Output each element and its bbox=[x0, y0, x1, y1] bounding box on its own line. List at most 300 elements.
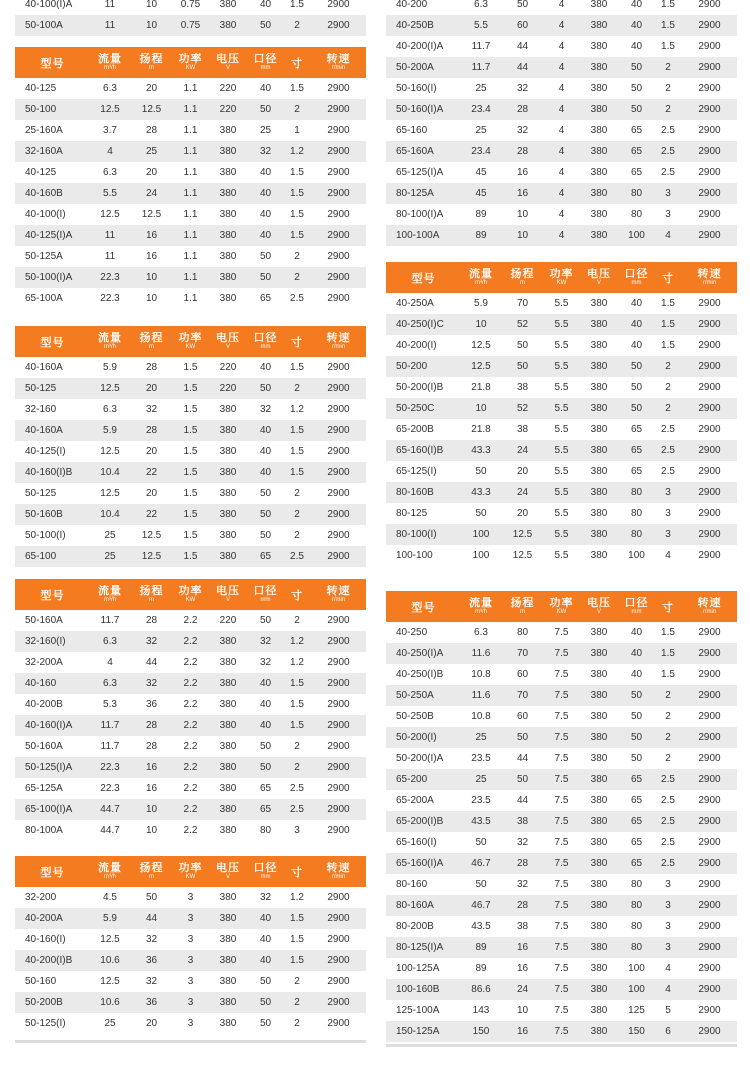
table-row bbox=[386, 895, 737, 916]
inch-header-label: 寸 bbox=[662, 272, 674, 285]
head-cell: 70 bbox=[516, 648, 529, 659]
speed-cell: 2900 bbox=[698, 167, 721, 178]
caliber-header-label: 口径 bbox=[253, 862, 278, 874]
model-cell: 80-125A bbox=[396, 188, 434, 199]
inch-cell: 1.2 bbox=[290, 404, 304, 415]
power-cell: 1.5 bbox=[183, 467, 198, 478]
table-row bbox=[386, 99, 737, 120]
head-header-label: 扬程 bbox=[510, 268, 535, 280]
table-row bbox=[15, 673, 366, 694]
model-header bbox=[386, 270, 461, 286]
caliber-cell: 50 bbox=[259, 104, 272, 115]
inch-cell: 2.5 bbox=[661, 816, 675, 827]
speed-cell: 2900 bbox=[327, 699, 350, 710]
caliber-cell: 100 bbox=[628, 963, 645, 974]
inch-cell: 1.5 bbox=[290, 188, 304, 199]
voltage-cell: 380 bbox=[590, 529, 608, 540]
power-header-label: 功率 bbox=[178, 53, 203, 65]
inch-cell: 3 bbox=[294, 825, 300, 836]
speed-cell: 2900 bbox=[327, 615, 350, 626]
power-cell: 7.5 bbox=[554, 753, 569, 764]
head-header-label: 扬程 bbox=[510, 597, 535, 609]
inch-cell: 2 bbox=[665, 711, 671, 722]
model-cell: 40-160B bbox=[25, 188, 63, 199]
model-cell: 50-100(I) bbox=[25, 530, 66, 541]
power-cell: 5.5 bbox=[554, 445, 569, 456]
inch-cell: 3 bbox=[665, 942, 671, 953]
speed-cell: 2900 bbox=[327, 125, 350, 136]
inch-cell: 3 bbox=[665, 879, 671, 890]
flow-cell: 45 bbox=[475, 188, 487, 199]
head-cell: 28 bbox=[516, 146, 529, 157]
voltage-cell: 380 bbox=[590, 921, 608, 932]
inch-cell: 1.5 bbox=[290, 0, 304, 10]
speed-cell: 2900 bbox=[698, 669, 721, 680]
head-cell: 50 bbox=[145, 892, 158, 903]
caliber-cell: 50 bbox=[259, 741, 272, 752]
caliber-cell: 40 bbox=[259, 209, 272, 220]
model-cell: 50-250B bbox=[396, 711, 434, 722]
power-header bbox=[173, 862, 208, 881]
power-cell: 1.1 bbox=[183, 230, 198, 241]
model-cell: 65-100 bbox=[25, 551, 57, 562]
power-cell: 7.5 bbox=[554, 795, 569, 806]
flow-cell: 10 bbox=[475, 319, 487, 330]
voltage-cell: 380 bbox=[590, 963, 608, 974]
caliber-cell: 50 bbox=[259, 509, 272, 520]
speed-cell: 2900 bbox=[698, 466, 721, 477]
power-cell: 1.1 bbox=[183, 104, 198, 115]
head-header-label: 扬程 bbox=[139, 862, 164, 874]
head-cell: 10 bbox=[145, 825, 158, 836]
speed-cell: 2900 bbox=[698, 230, 721, 241]
voltage-cell: 380 bbox=[590, 403, 608, 414]
flow-cell: 50 bbox=[475, 508, 487, 519]
inch-cell: 3 bbox=[665, 209, 671, 220]
speed-cell: 2900 bbox=[327, 467, 350, 478]
power-header-unit: KW bbox=[185, 344, 196, 350]
speed-header bbox=[311, 332, 366, 351]
power-header bbox=[173, 53, 208, 72]
table-row bbox=[15, 378, 366, 399]
caliber-cell: 40 bbox=[630, 298, 643, 309]
model-cell: 80-160A bbox=[396, 900, 434, 911]
flow-cell: 6.3 bbox=[103, 404, 117, 415]
inch-cell: 5 bbox=[665, 1005, 671, 1016]
power-header bbox=[544, 268, 579, 287]
model-cell: 40-250(I)C bbox=[396, 319, 444, 330]
caliber-cell: 50 bbox=[259, 383, 272, 394]
speed-cell: 2900 bbox=[327, 913, 350, 924]
speed-cell: 2900 bbox=[698, 508, 721, 519]
flow-cell: 11.7 bbox=[471, 62, 491, 73]
model-cell: 40-125(I)A bbox=[25, 230, 73, 241]
model-header-label: 型号 bbox=[40, 589, 65, 602]
head-cell: 60 bbox=[516, 20, 529, 31]
voltage-cell: 380 bbox=[590, 816, 608, 827]
table-row bbox=[15, 694, 366, 715]
table-body bbox=[386, 622, 737, 1042]
model-cell: 65-160(I)A bbox=[396, 858, 444, 869]
power-header-label: 功率 bbox=[178, 332, 203, 344]
voltage-cell: 380 bbox=[219, 955, 237, 966]
speed-cell: 2900 bbox=[327, 530, 350, 541]
caliber-cell: 40 bbox=[630, 669, 643, 680]
table-row bbox=[15, 225, 366, 246]
caliber-header-label: 口径 bbox=[624, 597, 649, 609]
model-cell: 40-250(I)B bbox=[396, 669, 444, 680]
power-cell: 2.2 bbox=[183, 615, 198, 626]
table-row bbox=[15, 357, 366, 378]
speed-cell: 2900 bbox=[698, 942, 721, 953]
caliber-header-unit: mm bbox=[260, 597, 271, 603]
voltage-cell: 380 bbox=[590, 424, 608, 435]
voltage-cell: 380 bbox=[219, 997, 237, 1008]
model-cell: 50-160(I) bbox=[396, 83, 437, 94]
inch-cell: 2.5 bbox=[661, 146, 675, 157]
speed-cell: 2900 bbox=[327, 636, 350, 647]
caliber-cell: 80 bbox=[630, 900, 643, 911]
voltage-cell: 380 bbox=[219, 678, 237, 689]
speed-cell: 2900 bbox=[327, 488, 350, 499]
head-cell: 32 bbox=[516, 125, 529, 136]
voltage-cell: 380 bbox=[590, 711, 608, 722]
inch-cell: 1.5 bbox=[661, 41, 675, 52]
inch-cell: 2 bbox=[665, 732, 671, 743]
model-cell: 40-200(I)A bbox=[396, 41, 444, 52]
flow-cell: 5.9 bbox=[474, 298, 488, 309]
inch-cell: 1.5 bbox=[290, 678, 304, 689]
table-row bbox=[386, 524, 737, 545]
speed-header-unit: r/min bbox=[702, 609, 717, 615]
speed-cell: 2900 bbox=[698, 62, 721, 73]
power-cell: 3 bbox=[187, 934, 194, 945]
flow-cell: 11 bbox=[104, 230, 116, 241]
power-cell: 7.5 bbox=[554, 816, 569, 827]
inch-cell: 2.5 bbox=[661, 125, 675, 136]
inch-cell: 1.5 bbox=[290, 425, 304, 436]
power-header-label: 功率 bbox=[549, 597, 574, 609]
inch-cell: 2 bbox=[294, 383, 300, 394]
table-row bbox=[15, 525, 366, 546]
flow-cell: 50 bbox=[475, 466, 487, 477]
flow-cell: 150 bbox=[472, 1026, 490, 1037]
inch-cell: 1.5 bbox=[661, 298, 675, 309]
power-cell: 1.5 bbox=[183, 362, 198, 373]
flow-cell: 12.5 bbox=[100, 934, 120, 945]
table-row bbox=[15, 715, 366, 736]
table-header bbox=[15, 579, 366, 610]
head-cell: 28 bbox=[516, 104, 529, 115]
caliber-cell: 65 bbox=[630, 146, 643, 157]
head-cell: 12.5 bbox=[141, 530, 162, 541]
power-cell: 1.1 bbox=[183, 146, 198, 157]
caliber-cell: 50 bbox=[630, 361, 643, 372]
head-cell: 24 bbox=[145, 188, 158, 199]
inch-cell: 1.2 bbox=[290, 657, 304, 668]
speed-cell: 2900 bbox=[698, 837, 721, 848]
voltage-cell: 380 bbox=[219, 657, 237, 668]
head-cell: 10 bbox=[145, 272, 158, 283]
inch-cell: 1.5 bbox=[661, 669, 675, 680]
table-row bbox=[15, 971, 366, 992]
flow-cell: 12.5 bbox=[100, 976, 120, 987]
spec-table-7-5kw bbox=[386, 591, 737, 1042]
inch-cell: 2 bbox=[665, 62, 671, 73]
head-cell: 12.5 bbox=[141, 104, 162, 115]
spec-table-1-1kw bbox=[15, 47, 366, 309]
caliber-cell: 40 bbox=[259, 425, 272, 436]
bottom-divider bbox=[386, 1044, 737, 1047]
voltage-cell: 380 bbox=[219, 125, 237, 136]
caliber-cell: 40 bbox=[630, 627, 643, 638]
flow-cell: 23.5 bbox=[471, 795, 491, 806]
flow-cell: 46.7 bbox=[471, 858, 491, 869]
table-row bbox=[15, 162, 366, 183]
table-row bbox=[15, 610, 366, 631]
model-cell: 40-160A bbox=[25, 425, 63, 436]
voltage-cell: 380 bbox=[219, 446, 237, 457]
flow-cell: 11 bbox=[104, 0, 116, 10]
power-cell: 4 bbox=[558, 188, 565, 199]
speed-header bbox=[682, 597, 737, 616]
head-cell: 32 bbox=[145, 934, 158, 945]
table-row bbox=[15, 399, 366, 420]
head-cell: 16 bbox=[145, 762, 158, 773]
caliber-header-label: 口径 bbox=[624, 268, 649, 280]
model-cell: 65-160(I) bbox=[396, 837, 437, 848]
speed-cell: 2900 bbox=[698, 529, 721, 540]
speed-cell: 2900 bbox=[327, 146, 350, 157]
flow-cell: 23.4 bbox=[471, 104, 491, 115]
voltage-cell: 380 bbox=[219, 488, 237, 499]
table-row bbox=[386, 958, 737, 979]
head-cell: 60 bbox=[516, 711, 529, 722]
flow-cell: 45 bbox=[475, 167, 487, 178]
flow-cell: 25 bbox=[104, 530, 116, 541]
flow-cell: 12.5 bbox=[100, 446, 120, 457]
power-cell: 1.1 bbox=[183, 293, 198, 304]
voltage-cell: 380 bbox=[590, 858, 608, 869]
model-cell: 50-200(I)B bbox=[396, 382, 444, 393]
inch-cell: 1.5 bbox=[290, 83, 304, 94]
head-cell: 50 bbox=[516, 774, 529, 785]
speed-cell: 2900 bbox=[698, 20, 721, 31]
model-cell: 65-125A bbox=[25, 783, 63, 794]
caliber-cell: 65 bbox=[630, 837, 643, 848]
caliber-cell: 40 bbox=[630, 41, 643, 52]
speed-header bbox=[682, 268, 737, 287]
model-cell: 80-160 bbox=[396, 879, 428, 890]
voltage-cell: 380 bbox=[590, 298, 608, 309]
model-cell: 50-250A bbox=[396, 690, 434, 701]
head-cell: 12.5 bbox=[512, 550, 533, 561]
inch-cell: 4 bbox=[665, 963, 671, 974]
inch-cell: 2 bbox=[665, 753, 671, 764]
caliber-cell: 50 bbox=[259, 997, 272, 1008]
head-header-unit: m bbox=[149, 344, 154, 350]
caliber-cell: 40 bbox=[259, 913, 272, 924]
head-cell: 32 bbox=[145, 404, 158, 415]
head-cell: 44 bbox=[516, 753, 529, 764]
power-cell: 4 bbox=[558, 104, 565, 115]
inch-cell: 2 bbox=[665, 690, 671, 701]
caliber-cell: 100 bbox=[628, 230, 645, 241]
model-cell: 40-200B bbox=[25, 699, 63, 710]
model-cell: 50-200A bbox=[396, 62, 434, 73]
power-cell: 3 bbox=[187, 913, 194, 924]
power-cell: 4 bbox=[558, 41, 565, 52]
model-cell: 50-160B bbox=[25, 509, 63, 520]
flow-cell: 10.8 bbox=[471, 669, 491, 680]
voltage-cell: 380 bbox=[590, 0, 608, 10]
voltage-cell: 380 bbox=[590, 837, 608, 848]
power-cell: 5.5 bbox=[554, 550, 569, 561]
power-cell: 2.2 bbox=[183, 804, 198, 815]
table-row bbox=[15, 887, 366, 908]
voltage-cell: 380 bbox=[219, 913, 237, 924]
head-cell: 36 bbox=[145, 997, 158, 1008]
inch-cell: 1.2 bbox=[290, 636, 304, 647]
caliber-cell: 40 bbox=[630, 340, 643, 351]
caliber-cell: 50 bbox=[630, 753, 643, 764]
power-cell: 1.5 bbox=[183, 488, 198, 499]
table-row bbox=[386, 769, 737, 790]
table-row bbox=[386, 545, 737, 566]
model-header-label: 型号 bbox=[40, 336, 65, 349]
flow-cell: 12.5 bbox=[471, 361, 491, 372]
flow-cell: 43.3 bbox=[471, 487, 491, 498]
speed-cell: 2900 bbox=[327, 83, 350, 94]
head-cell: 28 bbox=[145, 615, 158, 626]
table-row bbox=[15, 546, 366, 567]
voltage-cell: 380 bbox=[219, 167, 237, 178]
head-header bbox=[130, 862, 173, 881]
caliber-cell: 80 bbox=[630, 879, 643, 890]
table-header bbox=[386, 262, 737, 293]
table-row bbox=[386, 314, 737, 335]
table-row bbox=[386, 685, 737, 706]
model-cell: 125-100A bbox=[396, 1005, 440, 1016]
voltage-cell: 380 bbox=[590, 125, 608, 136]
power-cell: 7.5 bbox=[554, 669, 569, 680]
speed-cell: 2900 bbox=[327, 657, 350, 668]
inch-cell: 3 bbox=[665, 921, 671, 932]
head-cell: 38 bbox=[516, 382, 529, 393]
table-row bbox=[386, 398, 737, 419]
voltage-cell: 380 bbox=[590, 942, 608, 953]
head-cell: 12.5 bbox=[141, 209, 162, 220]
flow-cell: 143 bbox=[472, 1005, 490, 1016]
power-cell: 7.5 bbox=[554, 774, 569, 785]
model-cell: 32-200 bbox=[25, 892, 57, 903]
caliber-cell: 65 bbox=[259, 551, 272, 562]
spec-table-partial-top-left bbox=[15, 0, 366, 36]
head-cell: 52 bbox=[516, 403, 529, 414]
speed-cell: 2900 bbox=[698, 753, 721, 764]
voltage-cell: 380 bbox=[590, 795, 608, 806]
flow-cell: 11.7 bbox=[100, 741, 120, 752]
speed-cell: 2900 bbox=[698, 795, 721, 806]
speed-cell: 2900 bbox=[698, 0, 721, 10]
table-row bbox=[15, 652, 366, 673]
table-row bbox=[15, 120, 366, 141]
caliber-cell: 80 bbox=[630, 209, 643, 220]
flow-header bbox=[461, 268, 501, 287]
voltage-header bbox=[208, 332, 248, 351]
power-cell: 3 bbox=[187, 997, 194, 1008]
inch-header bbox=[654, 599, 682, 615]
model-cell: 50-200(I)A bbox=[396, 753, 444, 764]
power-cell: 4 bbox=[558, 20, 565, 31]
flow-header-unit: m³/h bbox=[104, 874, 116, 880]
head-cell: 38 bbox=[516, 424, 529, 435]
inch-cell: 2 bbox=[294, 272, 300, 283]
power-cell: 0.75 bbox=[180, 20, 201, 31]
power-cell: 5.5 bbox=[554, 529, 569, 540]
voltage-header-unit: V bbox=[596, 280, 601, 286]
inch-cell: 3 bbox=[665, 529, 671, 540]
flow-header-unit: m³/h bbox=[475, 609, 487, 615]
speed-cell: 2900 bbox=[327, 976, 350, 987]
flow-cell: 10.8 bbox=[471, 711, 491, 722]
speed-cell: 2900 bbox=[698, 146, 721, 157]
inch-cell: 2 bbox=[294, 509, 300, 520]
inch-cell: 2 bbox=[294, 251, 300, 262]
speed-cell: 2900 bbox=[698, 382, 721, 393]
model-cell: 50-200 bbox=[396, 361, 428, 372]
flow-cell: 12.5 bbox=[100, 383, 120, 394]
power-cell: 1.5 bbox=[183, 404, 198, 415]
model-cell: 65-125(I)A bbox=[396, 167, 444, 178]
caliber-cell: 65 bbox=[630, 445, 643, 456]
inch-cell: 2 bbox=[294, 615, 300, 626]
model-cell: 32-160(I) bbox=[25, 636, 66, 647]
caliber-cell: 50 bbox=[630, 711, 643, 722]
model-cell: 80-125(I)A bbox=[396, 942, 444, 953]
inch-header-label: 寸 bbox=[291, 57, 303, 70]
power-cell: 3 bbox=[187, 976, 194, 987]
voltage-cell: 380 bbox=[590, 41, 608, 52]
inch-cell: 1.2 bbox=[290, 146, 304, 157]
power-cell: 5.5 bbox=[554, 382, 569, 393]
flow-cell: 5.9 bbox=[103, 362, 117, 373]
flow-cell: 23.5 bbox=[471, 753, 491, 764]
spec-table-2-2kw bbox=[15, 579, 366, 841]
speed-header-label: 转速 bbox=[326, 53, 351, 65]
caliber-cell: 32 bbox=[259, 146, 272, 157]
voltage-header-unit: V bbox=[225, 65, 230, 71]
table-row bbox=[386, 36, 737, 57]
table-row bbox=[386, 461, 737, 482]
head-header bbox=[130, 585, 173, 604]
flow-cell: 21.8 bbox=[471, 382, 491, 393]
voltage-header bbox=[208, 862, 248, 881]
flow-cell: 46.7 bbox=[471, 900, 491, 911]
model-header-label: 型号 bbox=[40, 57, 65, 70]
spec-table-5-5kw bbox=[386, 262, 737, 566]
model-cell: 40-125 bbox=[25, 83, 57, 94]
caliber-cell: 50 bbox=[259, 976, 272, 987]
table-row bbox=[15, 799, 366, 820]
flow-cell: 4 bbox=[107, 146, 113, 157]
flow-cell: 22.3 bbox=[100, 783, 120, 794]
model-cell: 32-160A bbox=[25, 146, 63, 157]
power-header-unit: KW bbox=[185, 874, 196, 880]
speed-cell: 2900 bbox=[698, 921, 721, 932]
flow-header-unit: m³/h bbox=[104, 344, 116, 350]
head-cell: 28 bbox=[145, 425, 158, 436]
